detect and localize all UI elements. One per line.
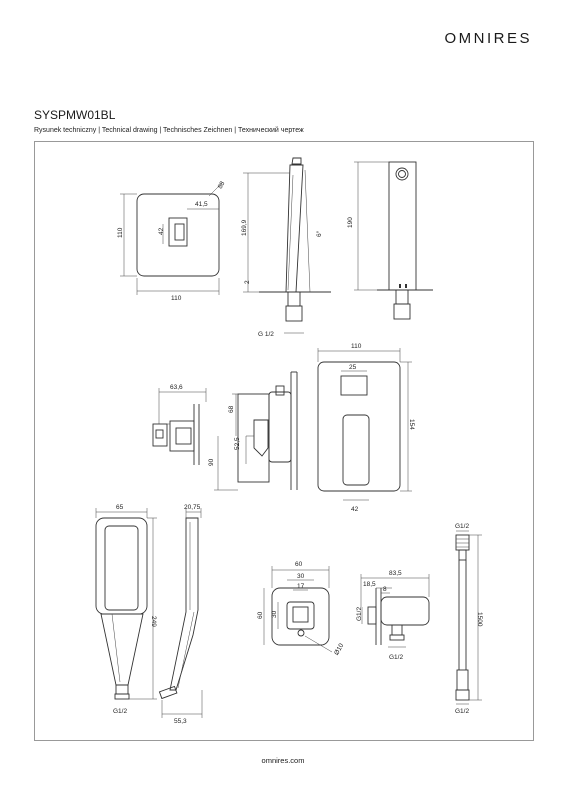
dim-42-mixer: 42 xyxy=(351,506,359,513)
dim-154: 154 xyxy=(408,419,415,430)
dim-17: 17 xyxy=(297,583,305,590)
spout-top-view xyxy=(117,180,227,302)
dim-60-w: 60 xyxy=(295,561,303,568)
dim-65: 65 xyxy=(116,504,124,511)
spout-side-view xyxy=(241,158,331,338)
brand-logo: OMNIRES xyxy=(444,30,532,47)
dim-190: 190 xyxy=(347,217,354,228)
dim-25: 25 xyxy=(349,364,357,371)
dim-88: 88 xyxy=(216,180,227,191)
outlet-front-view xyxy=(257,561,346,656)
website-link[interactable]: omnires.com xyxy=(261,756,305,765)
mixer-side-view xyxy=(208,372,297,490)
dim-30-w: 30 xyxy=(297,573,305,580)
spout-front-view xyxy=(347,162,433,319)
dim-55-3: 55,3 xyxy=(174,718,187,725)
dim-83-5: 83,5 xyxy=(389,570,402,577)
thread-g12-hose-bottom: G1/2 xyxy=(455,708,470,715)
dim-18-5: 18,5 xyxy=(363,581,376,588)
mixer-top-view xyxy=(153,384,206,465)
dim-68: 68 xyxy=(228,405,235,413)
thread-g12-outlet-left: G1/2 xyxy=(356,606,363,621)
dim-60-h: 60 xyxy=(257,611,264,619)
dim-42: 42 xyxy=(158,227,165,235)
hand-shower-side xyxy=(159,504,202,725)
dim-1500: 1500 xyxy=(476,612,483,627)
dim-2: 2 xyxy=(244,280,251,284)
dim-41-5: 41,5 xyxy=(195,201,208,208)
dim-d10: Ø10 xyxy=(333,642,346,657)
product-code-title: SYSPMW01BL xyxy=(34,108,116,122)
dim-110-w: 110 xyxy=(171,295,182,302)
dim-63-6: 63,6 xyxy=(170,384,183,391)
dim-90: 90 xyxy=(208,458,215,466)
thread-g12-shower: G1/2 xyxy=(113,708,128,715)
dim-110-h: 110 xyxy=(117,227,124,238)
dim-110-mixer: 110 xyxy=(351,343,362,350)
thread-g12-spout: G 1/2 xyxy=(258,331,274,338)
mixer-front-view xyxy=(318,343,415,513)
thread-g12-outlet-bottom: G1/2 xyxy=(389,654,404,661)
dim-52-5: 52,5 xyxy=(234,437,241,450)
dim-8: 8 xyxy=(383,586,387,593)
dim-30-h: 30 xyxy=(271,610,278,618)
dim-249: 249 xyxy=(150,616,157,627)
dim-169-9: 169,9 xyxy=(241,219,248,236)
thread-g12-hose-top: G1/2 xyxy=(455,523,470,530)
drawing-subtitle: Rysunek techniczny | Technical drawing | Technisches Zeichnen | Технический чертеж xyxy=(34,127,304,134)
dim-6deg: 6° xyxy=(316,230,323,237)
shower-hose xyxy=(455,523,483,715)
hand-shower-front xyxy=(96,504,157,715)
dim-20-75: 20,75 xyxy=(184,504,201,511)
outlet-side-view xyxy=(356,570,429,661)
